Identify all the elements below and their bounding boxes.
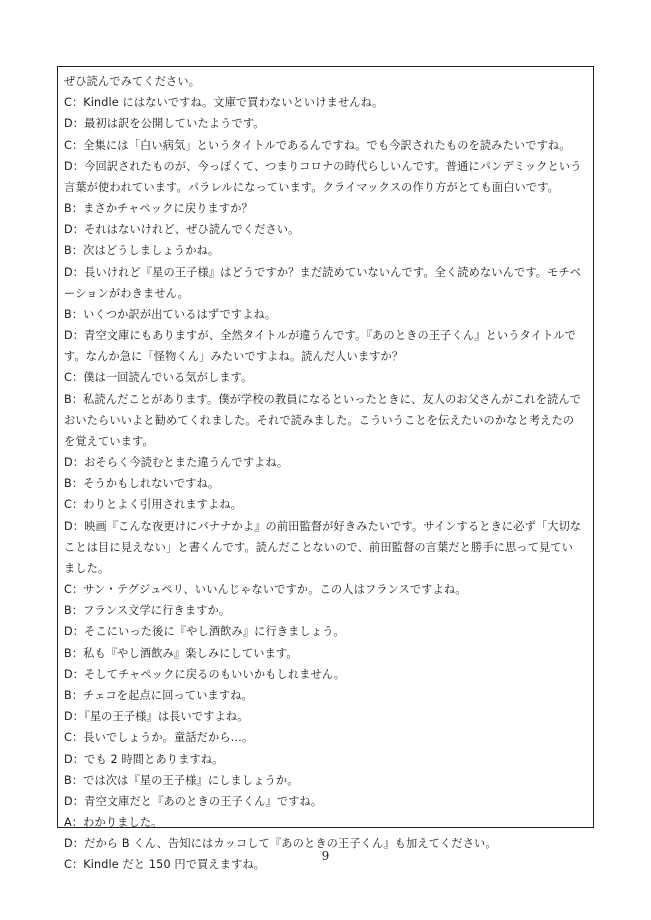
dialogue-line: おいたらいいよと勧めてくれました。それで読みました。こういうことを伝えたいのかなと考えたの — [64, 413, 575, 427]
dialogue-line: D：青空文庫だと『あのときの王子くん』ですね。 — [64, 794, 323, 808]
dialogue-line: B：私読んだことがあります。僕が学校の教員になるといったときに、友人のお父さんがこれを読んで — [64, 392, 582, 406]
dialogue-line: D：でも 2 時間とありますね。 — [64, 752, 224, 766]
dialogue-line: D：映画『こんな夜更けにバナナかよ』の前田監督が好きみたいです。サインするときに必ず「大切な — [64, 519, 582, 533]
dialogue-line: D：だから B くん、告知にはカッコして『あのときの王子くん』も加えてください。 — [64, 837, 497, 851]
dialogue-line: ぜひ読んでみてください。 — [64, 75, 201, 88]
dialogue-line: C：僕は一回読んでいる気がします。 — [64, 371, 253, 385]
dialogue-line: D：『星の王子様』は長いですよね。 — [64, 710, 249, 724]
dialogue-line: D：おそらく今読むとまた違うんですよね。 — [64, 456, 289, 470]
dialogue-line: C：長いでしょうか。童話だから…。 — [64, 731, 254, 745]
dialogue-line: を覚えています。 — [64, 434, 154, 448]
dialogue-line: C：Kindle だと 150 円で買えますね。 — [64, 858, 266, 872]
dialogue-line: C：Kindle にはないですね。文庫で買わないといけませんね。 — [64, 96, 384, 110]
dialogue-line: す。なんか急に「怪物くん」みたいですよね。読んだ人いますか？ — [64, 350, 404, 364]
dialogue-line: ーションがわきません。 — [64, 286, 189, 300]
dialogue-line: B：次はどうしましょうかね。 — [64, 244, 220, 258]
dialogue-line: 言葉が使われています。パラレルになっています。クライマックスの作り方がとても面白いです。 — [64, 180, 559, 194]
dialogue-line: B：いくつか訳が出ているはずですよね。 — [64, 307, 277, 321]
dialogue-line: B：フランス文学に行きますか。 — [64, 604, 231, 618]
dialogue-line: B：そうかもしれないですね。 — [64, 477, 220, 491]
dialogue-line: D：そこにいった後に『やし酒飲み』に行きましょう。 — [64, 625, 345, 639]
dialogue-line: D：青空文庫にもありますが、全然タイトルが違うんです。『あのときの王子くん』というタイトルで — [64, 329, 577, 343]
dialogue-line: D：それはないけれど、ぜひ読んでください。 — [64, 223, 300, 237]
dialogue-line: B：私も『やし酒飲み』楽しみにしています。 — [64, 646, 298, 660]
dialogue-line: D：今回訳されたものが、今っぽくて、つまりコロナの時代らしいんです。普通にパンデミックという — [64, 159, 582, 173]
dialogue-line: D：そしてチャペックに戻るのもいいかもしれません。 — [64, 667, 346, 681]
dialogue-line: A：わかりました。 — [64, 816, 163, 830]
dialogue-line: ことは目に見えない」と書くんです。読んだことないので、前田監督の言葉だと勝手に思って見てい — [64, 540, 574, 554]
dialogue-line: B：まさかチャペックに戻りますか？ — [64, 202, 253, 216]
dialogue-line: C：サン・テグジュペリ、いいんじゃないですか。この人はフランスですよね。 — [64, 583, 467, 597]
dialogue-line: B：チェコを起点に回っていますね。 — [64, 688, 253, 702]
dialogue-line: D：最初は訳を公開していたようです。 — [64, 117, 265, 131]
document-text-frame — [57, 66, 594, 872]
dialogue-line: ました。 — [64, 561, 110, 575]
dialogue-line: B：では次は『星の王子様』にしましょうか。 — [64, 773, 299, 787]
page-number: 9 — [321, 849, 330, 863]
dialogue-line: C：全集には「白い病気」というタイトルであるんですね。でも今訳されたものを読みたいですね。 — [64, 138, 571, 152]
dialogue-line: C：わりとよく引用されますよね。 — [64, 498, 243, 512]
dialogue-line: D：長いけれど『星の王子様』はどうですか？まだ読めていないんです。全く読めないんです。モチベ — [64, 265, 582, 279]
